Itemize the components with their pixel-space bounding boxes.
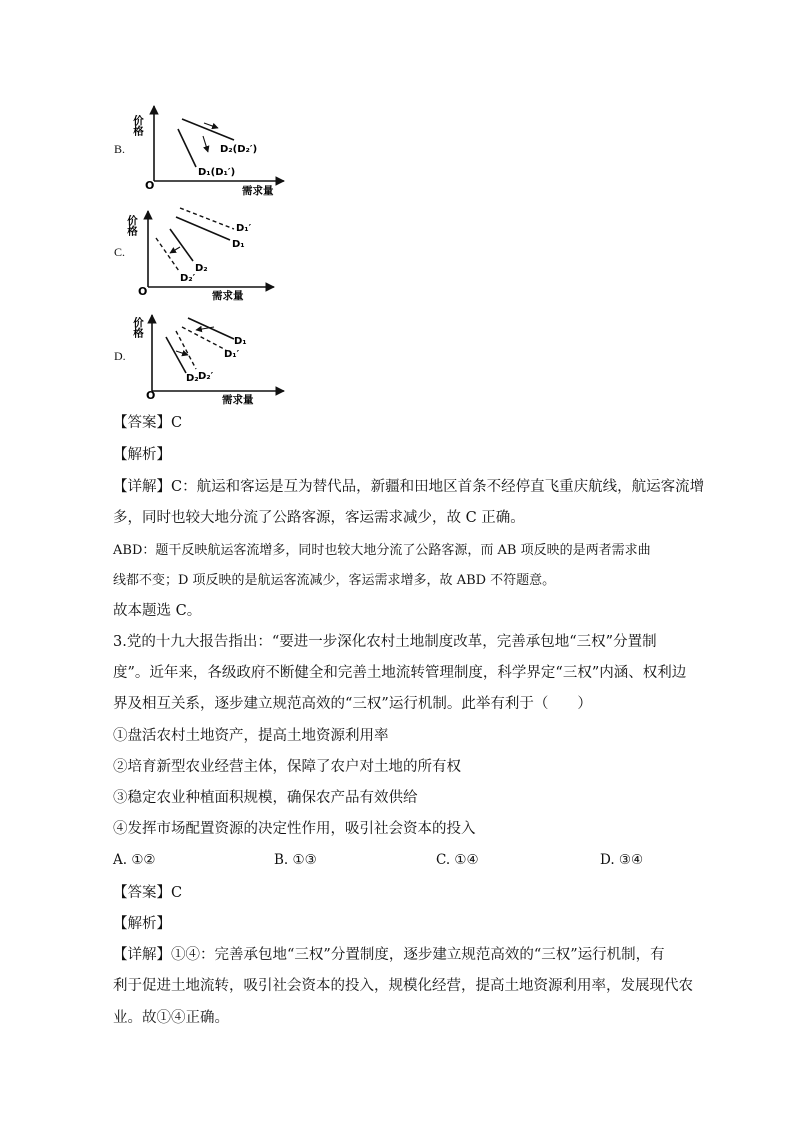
y-axis-label: 价格 [126,215,138,236]
graph-d [132,309,288,407]
q3-stem-line-1: 3.党的十九大报告指出：“要进一步深化农村土地制度改革，完善承包地“三权”分置制 [113,634,657,650]
curve-label-lower: D₁(D₁′) [198,167,236,178]
demand-curve-lower [178,129,196,167]
y-axis-label: 价格 [132,115,144,136]
curve-label-d2: D₂ [195,263,208,274]
demand-curve-upper [182,119,234,140]
demand-curve-d2 [170,229,193,261]
demand-curve-d2 [166,337,186,373]
demand-curve-d1-new [182,327,226,350]
option-c-label: C. [114,245,126,259]
q2-detail-line-2: 多，同时也较大地分流了公路客源，客运需求减少，故 C 正确。 [113,510,525,526]
curve-label-d2: D₂ [186,373,199,384]
curve-label-d2-new: D₂′ [180,273,196,284]
graph-b [132,103,288,197]
curve-label-d1: D₁ [234,336,247,347]
demand-curve-d1 [176,217,230,240]
demand-curve-d2-new [156,238,179,271]
q3-option-b: B. ①③ [274,852,317,868]
q3-options [113,852,673,872]
q3-option-d: D. ③④ [600,852,644,868]
q3-item-2: ②培育新型农业经营主体，保障了农户对土地的所有权 [113,759,461,775]
q3-item-4: ④发挥市场配置资源的决定性作用，吸引社会资本的投入 [113,821,476,837]
origin-label: O [146,389,156,402]
q2-abd-line-2: 线都不变；D 项反映的是航运客流减少，客运需求增多，故 ABD 不符题意。 [113,573,556,588]
q2-abd-line-1: ABD：题干反映航运客流增多，同时也较大地分流了公路客源，而 AB 项反映的是两者需求曲 [113,543,651,558]
shift-arrow-upper [204,123,218,128]
curve-label-upper: D₂(D₂′) [220,144,258,155]
q3-item-3: ③稳定农业种植面积规模，确保农产品有效供给 [113,790,418,806]
q3-stem-line-3: 界及相互关系，逐步建立规范高效的“三权”运行机制。此举有利于（ ） [113,696,592,712]
curve-label-d1-new: D₁′ [236,223,252,234]
x-axis-label: 需求量 [222,394,254,406]
demand-curve-d1-new [180,208,234,229]
q3-analysis-heading: 【解析】 [113,916,171,932]
y-axis-label: 价格 [132,317,144,338]
shift-arrow-lower [170,247,180,253]
x-axis-label: 需求量 [212,290,244,302]
curve-label-d1-new: D₁′ [224,349,240,360]
q3-detail-line-2: 利于促进土地流转，吸引社会资本的投入，规模化经营，提高土地资源利用率，发展现代农 [113,978,693,994]
q3-detail-line-3: 业。故①④正确。 [113,1010,229,1026]
graph-c [126,205,280,303]
q3-option-a: A. ①② [113,852,156,868]
curve-label-d2-new: D₂′ [198,371,214,382]
q2-detail-line-1: 【详解】C：航运和客运是互为替代品，新疆和田地区首条不经停直飞重庆航线，航运客流增 [113,479,705,495]
option-b-label: B. [114,142,126,156]
demand-curve-d1 [188,318,234,339]
option-d-label: D. [114,349,126,363]
origin-label: O [145,179,155,192]
q3-stem-line-2: 度”。近年来，各级政府不断健全和完善土地流转管理制度，科学界定“三权”内涵、权利边 [113,665,687,681]
q2-conclusion: 故本题选 C。 [113,603,202,619]
curve-label-d1: D₁ [232,239,245,250]
shift-arrow-lower [203,136,208,152]
q2-answer: 【答案】C [113,415,183,431]
q3-answer: 【答案】C [113,885,183,901]
q3-item-1: ①盘活农村土地资产，提高土地资源利用率 [113,728,389,744]
demand-curve-d2-new [176,331,196,369]
q2-analysis-heading: 【解析】 [113,447,171,463]
q3-option-c: C. ①④ [436,852,479,868]
q3-detail-line-1: 【详解】①④：完善承包地“三权”分置制度，逐步建立规范高效的“三权”运行机制，有 [113,947,665,963]
x-axis-label: 需求量 [242,185,274,197]
origin-label: O [138,285,148,298]
